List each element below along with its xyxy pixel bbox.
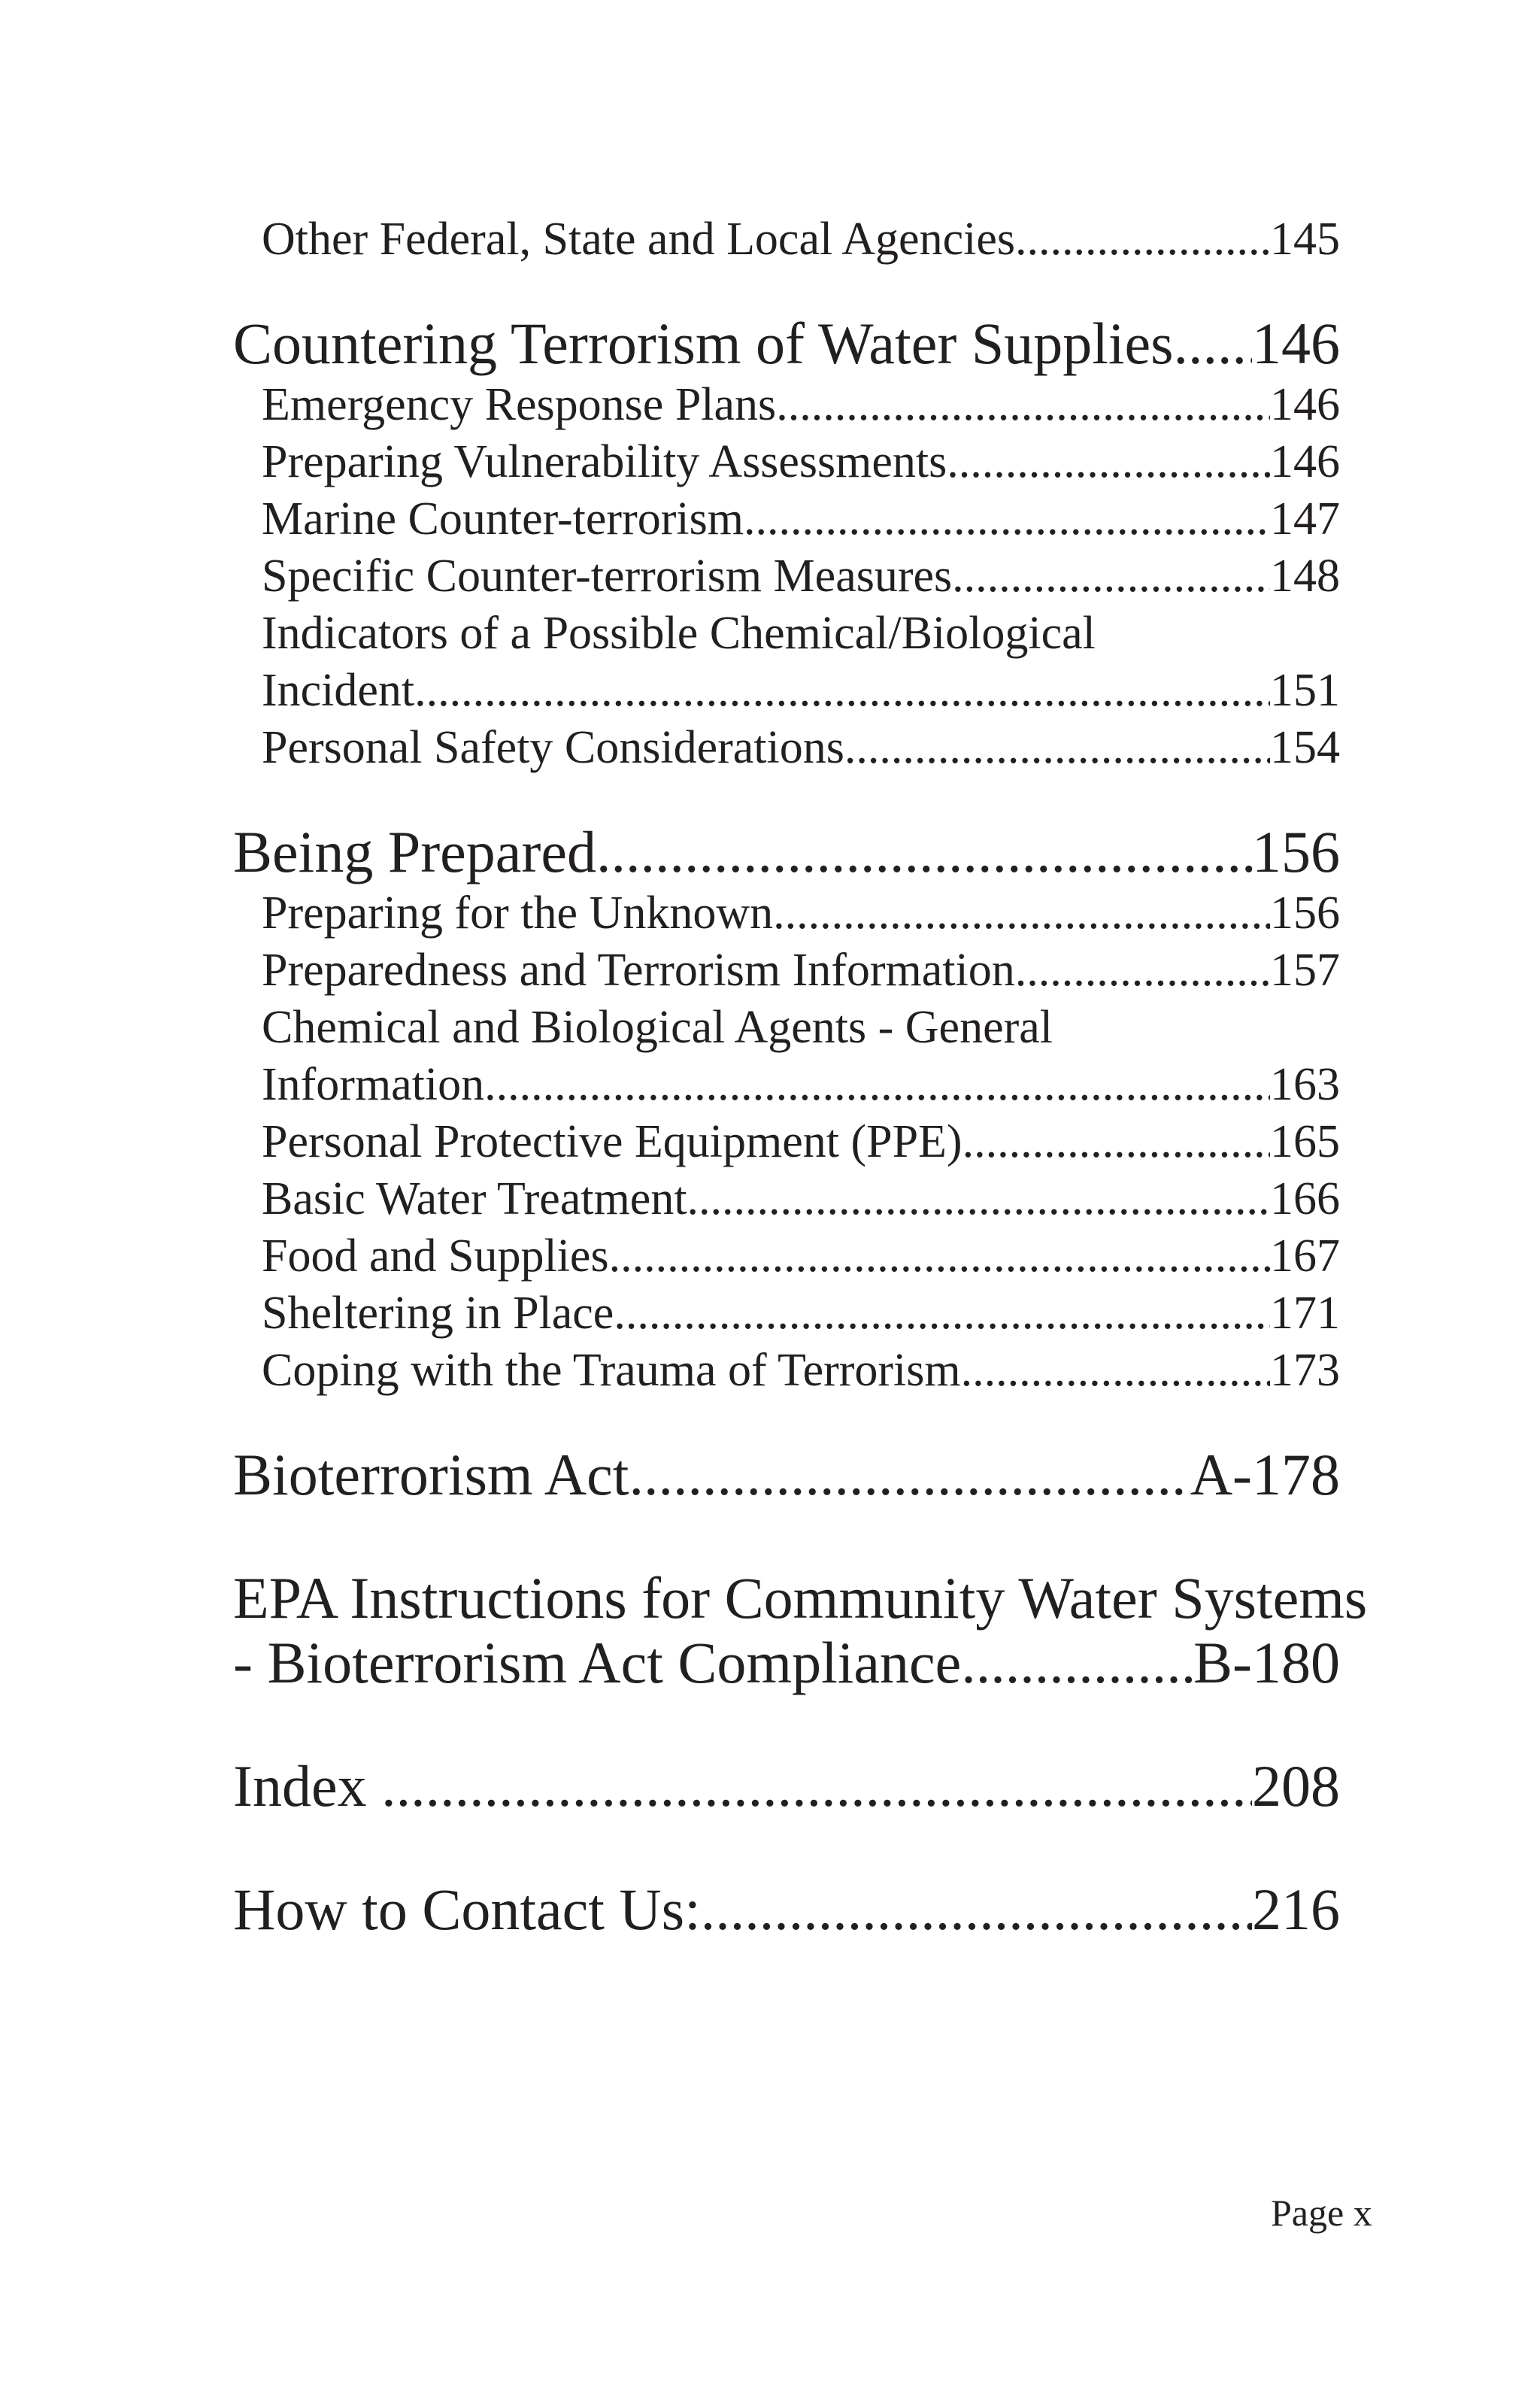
toc-entry-title-line2: Incident [262,665,415,716]
toc-entry-title-line2: Information [262,1059,485,1110]
toc-leader-dots [687,1170,1270,1227]
toc-entry-title: Marine Counter-terrorism [262,493,744,545]
toc-entry[interactable] [233,1056,1340,1113]
toc-entry-page: 173 [1270,1345,1340,1396]
toc-entry[interactable] [233,1227,1340,1285]
toc-leader-dots [776,376,1270,433]
toc-entry-title: Preparing for the Unknown [262,887,774,939]
toc-entry[interactable] [233,1285,1340,1342]
toc-entry-title: Personal Protective Equipment (PPE) [262,1116,962,1167]
toc-entry-page: 163 [1270,1059,1340,1110]
toc-entry-page: 145 [1270,214,1340,265]
toc-leader-dots [844,719,1270,776]
toc-entry[interactable] [233,211,1340,268]
toc-entry-title: Sheltering in Place [262,1288,614,1339]
toc-leader-dots [744,490,1270,548]
toc-leader-dots [1015,211,1270,268]
section-spacer [233,1399,1340,1443]
toc-entry[interactable] [233,719,1340,776]
toc-section[interactable] [233,1631,1340,1695]
toc-entry-page: 146 [1270,379,1340,430]
toc-entry-title: Specific Counter-terrorism Measures [262,551,953,602]
toc-section-page: A-178 [1190,1442,1340,1507]
toc-leader-dots [414,662,1270,719]
toc-entry-page: 165 [1270,1116,1340,1167]
toc-leader-dots [773,884,1270,942]
toc-section-page: 216 [1252,1877,1340,1942]
toc-entry-page: 146 [1270,436,1340,487]
toc-entry-title: Preparing Vulnerability Assessments [262,436,947,487]
toc-entry-title: Emergency Response Plans [262,379,777,430]
toc-entry-page: 151 [1270,665,1340,716]
toc-leader-dots [381,1754,1252,1819]
toc-leader-dots [961,1631,1193,1695]
toc-entry-page: 157 [1270,945,1340,996]
toc-section[interactable] [233,311,1340,376]
toc-leader-dots [614,1285,1270,1342]
toc-section-title-line1: EPA Instructions for Community Water Systems [233,1565,1368,1631]
page-number: Page x [1271,2192,1372,2234]
toc-entry-page: 147 [1270,493,1340,545]
toc-entry-title: Personal Safety Considerations [262,722,844,773]
toc-entry[interactable] [233,433,1340,490]
toc-entry[interactable] [233,490,1340,548]
section-spacer [233,1507,1340,1566]
toc-entry-title: Other Federal, State and Local Agencies [262,214,1015,265]
toc-leader-dots [947,433,1270,490]
toc-entry-page: 156 [1270,887,1340,939]
toc-entry-title-line1: Indicators of a Possible Chemical/Biological [262,608,1096,659]
toc-entry[interactable] [233,1113,1340,1170]
toc-section-page: B-180 [1193,1630,1340,1695]
section-spacer [233,1695,1340,1754]
toc-entry[interactable] [233,1170,1340,1227]
toc-entry-page: 148 [1270,551,1340,602]
toc-entry-title: Basic Water Treatment [262,1173,687,1224]
toc-section-page: 156 [1252,819,1340,884]
toc-section[interactable] [233,1754,1340,1819]
section-spacer [233,1819,1340,1877]
toc-entry[interactable] [233,942,1340,999]
toc-entry-page: 167 [1270,1230,1340,1282]
toc-section[interactable] [233,1443,1340,1507]
toc-section-page: 208 [1252,1753,1340,1819]
toc-leader-dots [1174,311,1252,376]
toc-leader-dots [1015,942,1270,999]
table-of-contents [233,211,1368,1942]
toc-leader-dots [962,1113,1270,1170]
toc-entry-page: 166 [1270,1173,1340,1224]
section-spacer [233,268,1340,311]
toc-leader-dots [609,1227,1270,1285]
toc-section-title: Being Prepared [233,819,597,884]
toc-leader-dots [596,820,1252,884]
toc-entry[interactable] [233,884,1340,942]
toc-section[interactable] [233,820,1340,884]
toc-entry-title-line1: Chemical and Biological Agents - General [262,1002,1053,1053]
section-spacer [233,776,1340,820]
toc-section-title: Countering Terrorism of Water Supplies [233,311,1174,376]
toc-entry-page: 154 [1270,722,1340,773]
toc-entry[interactable] [233,548,1340,605]
toc-entry[interactable] [233,662,1340,719]
toc-section-page: 146 [1252,311,1340,376]
toc-entry-title: Preparedness and Terrorism Information [262,945,1015,996]
toc-leader-dots [961,1342,1270,1399]
toc-section-title: Index [233,1753,382,1819]
toc-entry-page: 171 [1270,1288,1340,1339]
toc-entry[interactable] [233,376,1340,433]
toc-section-title: How to Contact Us: [233,1877,701,1942]
toc-leader-dots [952,548,1270,605]
toc-section[interactable] [233,1877,1340,1942]
toc-entry-title: Food and Supplies [262,1230,609,1282]
toc-section-title: Bioterrorism Act [233,1442,629,1507]
toc-entry-title: Coping with the Trauma of Terrorism [262,1345,961,1396]
toc-leader-dots [484,1056,1270,1113]
toc-leader-dots [629,1443,1190,1507]
toc-section-title-line2: - Bioterrorism Act Compliance [233,1630,962,1695]
toc-entry[interactable] [233,1342,1340,1399]
toc-leader-dots [701,1877,1252,1942]
